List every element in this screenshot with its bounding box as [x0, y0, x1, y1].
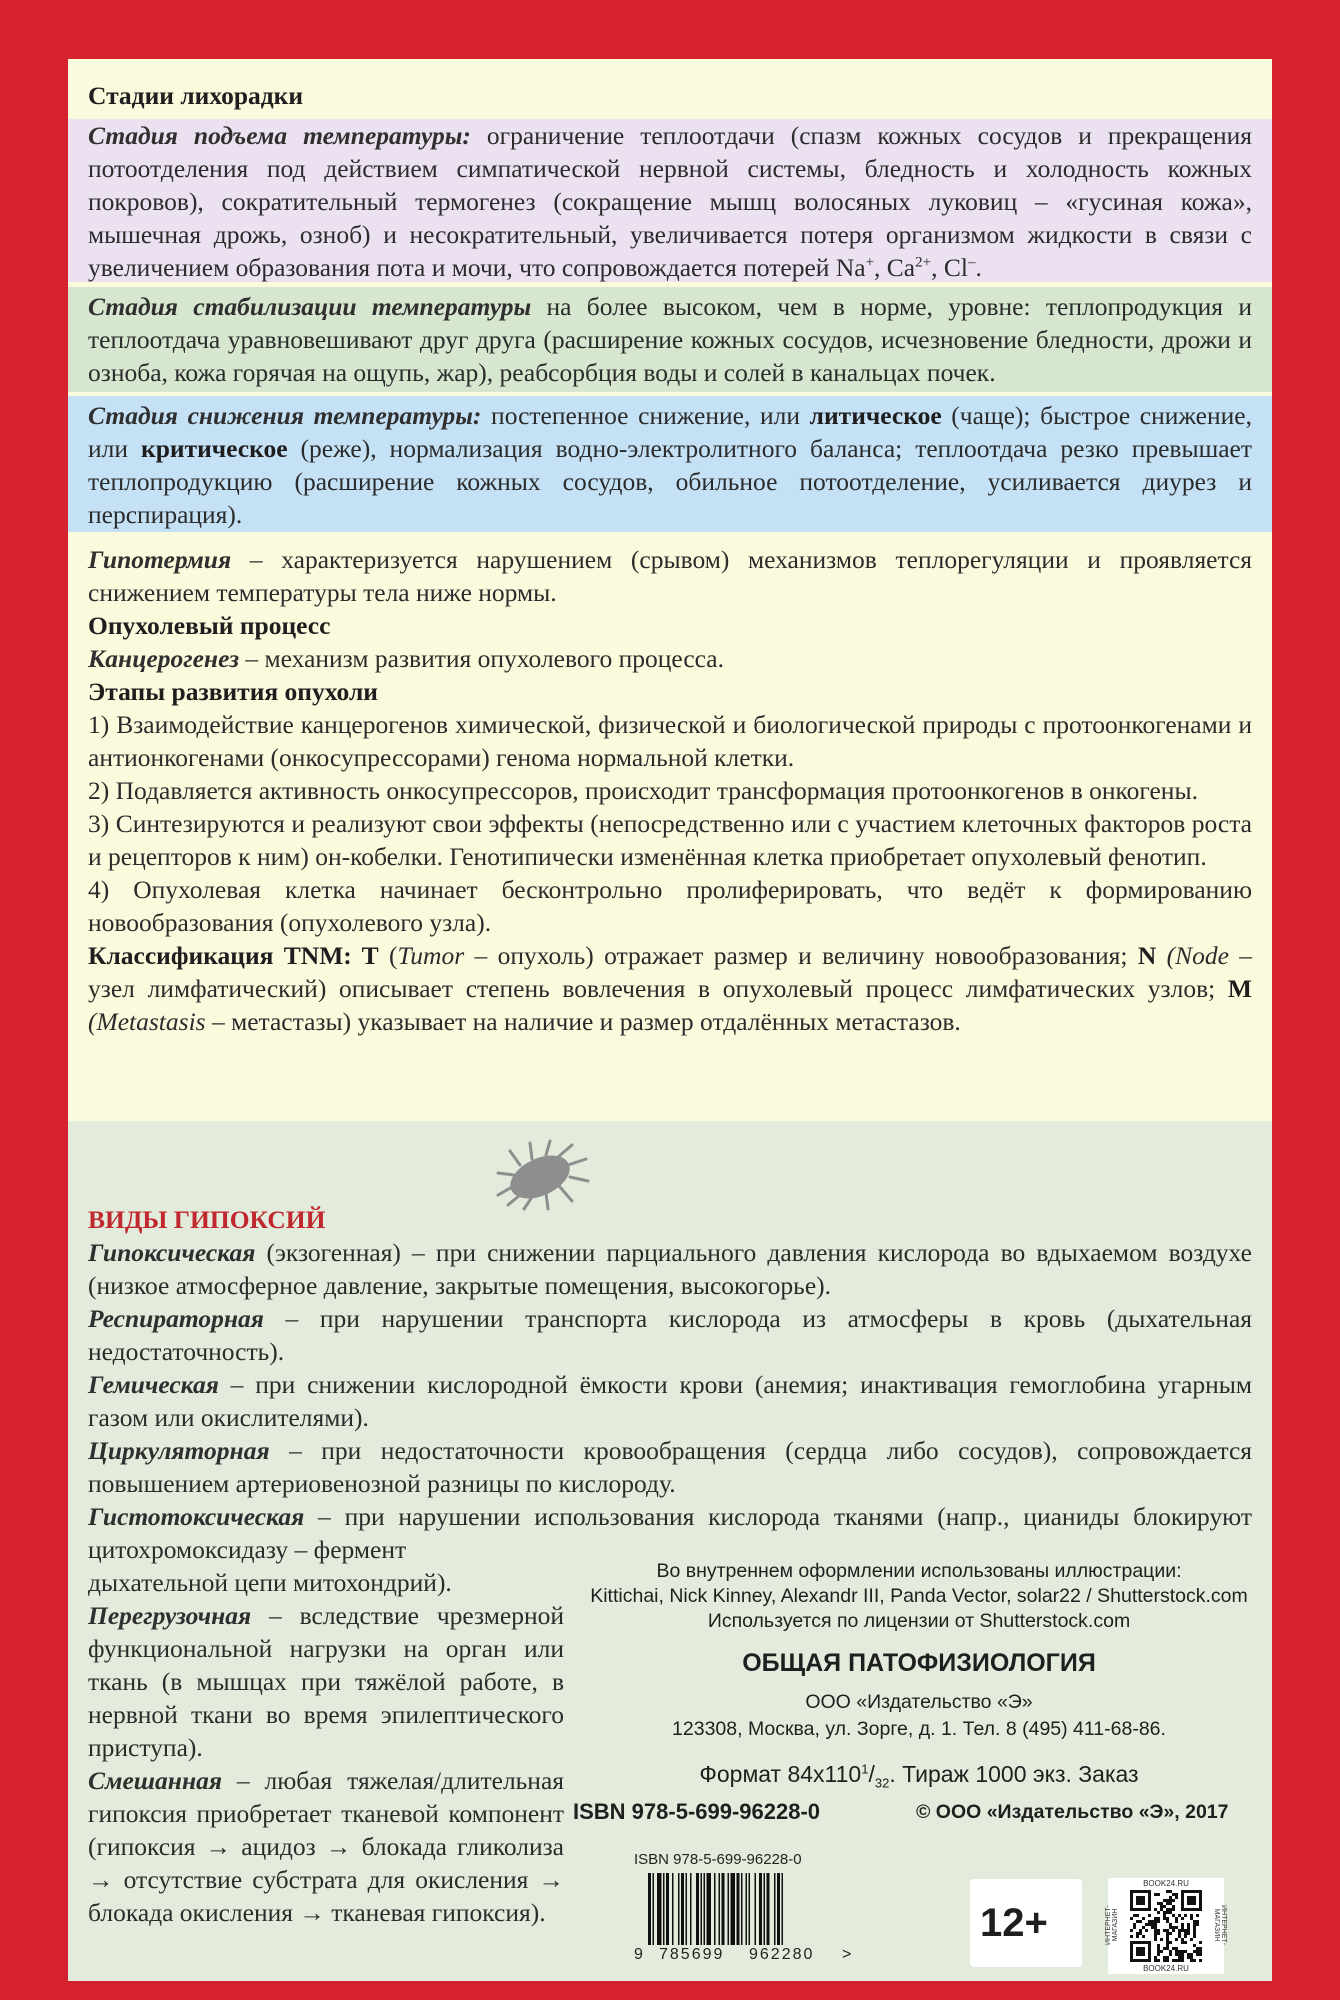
qr-code-icon	[1130, 1890, 1202, 1962]
stage-rise-band	[68, 119, 1272, 282]
ion-cl-charge: –	[967, 254, 976, 271]
tnm-t-text: – опухоль) отражает размер и величину новообразования;	[464, 941, 1138, 970]
qr-code-block	[1105, 1878, 1227, 1974]
hypoxia-item-3-term: Гемическая	[88, 1370, 219, 1399]
stage-rise-paragraph	[88, 119, 1252, 284]
hypoxia-item-1-text: (экзогенная) – при снижении парциального давления кислорода во вдыхаемом воздухе (низкое атмосферное давление, закрытые помещения, высокогорье).	[88, 1238, 1252, 1300]
isbn-bold: ISBN 978-5-699-96228-0	[573, 1799, 821, 1824]
tnm-m-text: – метастазы) указывает на наличие и размер отдалённых метастазов.	[205, 1007, 961, 1036]
stage-stable-text: на более высоком, чем в норме, уровне: теплопродукция и теплоотдача уравновешивают друг друга (расширение кожных сосудов, исчезновение бледности, дрожи и озноба, кожа горячая на ощупь, жар), реабсорбция воды и солей в канальцах почек.	[88, 292, 1252, 387]
hypoxia-item-2	[88, 1302, 1252, 1368]
credits-line-2: Kittichai, Nick Kinney, Alexandr III, Panda Vector, solar22 / Shutterstock.com	[590, 1585, 1248, 1607]
tumor-step-1: 1) Взаимодействие канцерогенов химической, физической и биологической природы с протоонкогенами и антионкогенами (онкосупрессорами) генома нормальной клетки.	[88, 710, 1252, 772]
format-sup: 1	[861, 1761, 869, 1777]
tnm-label: Классификация TNM: T	[88, 941, 379, 970]
barcode-end-mark: >	[842, 1946, 852, 1963]
age-rating-label: 12+	[980, 1901, 1048, 1945]
hypoxia-overload	[88, 1599, 564, 1764]
hypoxia-item-3-text: – при снижении кислородной ёмкости крови (анемия; инактивация гемоглобина угарным газом или окислителями).	[88, 1370, 1252, 1432]
critical-term: критическое	[141, 434, 288, 463]
qr-bottom-label: BOOK24.RU	[1143, 1964, 1189, 1973]
qr-top-label: BOOK24.RU	[1143, 1879, 1189, 1888]
barcode-block	[634, 1851, 934, 1971]
tnm-n: N	[1137, 941, 1157, 970]
ion-cl: , Cl	[931, 253, 968, 282]
tnm-paragraph	[88, 939, 1252, 1038]
ion-ca-charge: 2+	[915, 254, 932, 271]
format-slash: /	[868, 1761, 875, 1787]
hypoxia-item-4-text: – при недостаточности кровообращения (сердца либо сосудов), сопровождается повышением артериовенозной разницы по кислороду.	[88, 1436, 1252, 1498]
hypoxia-section	[68, 1121, 1272, 1981]
stage-fall-text-a: постепенное снижение, или	[481, 401, 810, 430]
hypoxia-title: ВИДЫ ГИПОКСИЙ	[88, 1205, 326, 1234]
hypoxia-histotoxic-end: дыхательной цепи митохондрий).	[88, 1568, 452, 1597]
hypoxia-overload-term: Перегрузочная	[88, 1601, 252, 1630]
qr-side-label-right: ИНТЕРНЕТ-МАГАЗИН	[1213, 1904, 1227, 1946]
tnm-m-word: (Metastasis	[88, 1007, 206, 1036]
stage-rise-text: ограничение теплоотдачи (спазм кожных сосудов и прекращения потоотделения под действием симпатической нервной системы, бледность и холодность кожных покровов), сократительный термогенез (сокращение мышц волосяных луковиц – «гусиная кожа», мышечная дрожь, озноб) и несократительный, увеличивается потеря организмом жидкости в связи с увеличением образования пота и мочи, что сопровождается потерей Na	[88, 121, 1252, 282]
carcinogenesis-text: – механизм развития опухолевого процесса.	[239, 644, 724, 673]
hypoxia-text-left-column	[88, 1566, 564, 1929]
barcode-icon	[648, 1873, 838, 1951]
back-cover-panel	[68, 59, 1272, 1981]
hypoxia-item-4	[88, 1434, 1252, 1500]
hypoxia-item-4-term: Циркуляторная	[88, 1436, 270, 1465]
hypoxia-mixed-term: Смешанная	[88, 1766, 222, 1795]
stage-fall-term: Стадия снижения температуры:	[88, 401, 482, 430]
stage-rise-term: Стадия подъема температуры:	[88, 121, 471, 150]
stage-rise-end: .	[975, 253, 982, 282]
bacteria-icon	[492, 1139, 592, 1211]
barcode-digits-right: 962280	[749, 1946, 815, 1963]
tumor-step-2: 2) Подавляется активность онкосупрессоров, происходит трансформация протоонкогенов в онкогены.	[88, 776, 1198, 805]
hypoxia-overload-text: – вследствие чрезмерной функциональной нагрузки на орган или ткань (в мышцах при тяжёлой работе, в нервной ткани во время эпилептического приступа).	[88, 1601, 564, 1762]
hypoxia-histotoxic-term: Гистотоксическая	[88, 1502, 305, 1531]
tumor-step-3: 3) Синтезируются и реализуют свои эффекты (непосредственно или с участием клеточных факторов роста и рецепторов к ним) он-кобелки. Генотипически изменённая клетка приобретает опухолевый фенотип.	[88, 809, 1252, 871]
stage-stable-band	[68, 287, 1272, 392]
publisher-name: ООО «Издательство «Э»	[805, 1691, 1033, 1713]
stage-fall-text-c: (чаще); быстрое снижение, или	[88, 401, 1252, 463]
format-run: . Тираж 1000 экз. Заказ	[889, 1761, 1139, 1787]
carcinogenesis-paragraph	[88, 642, 1252, 675]
hypothermia-text: – характеризуется нарушением (срывом) механизмов теплорегуляции и проявляется снижением температуры тела ниже нормы.	[88, 545, 1252, 607]
tumor-title: Опухолевый процесс	[88, 611, 331, 640]
stage-fall-band	[68, 396, 1272, 532]
stage-stable-term: Стадия стабилизации температуры	[88, 292, 532, 321]
hypothermia-term: Гипотермия	[88, 545, 232, 574]
carcinogenesis-term: Канцерогенез	[88, 644, 240, 673]
ion-na-charge: +	[865, 254, 875, 271]
tnm-t-paren: (	[378, 941, 398, 970]
illustration-credits	[574, 1559, 1264, 1634]
tnm-t-word: Tumor	[397, 941, 465, 970]
tnm-n-word: (Node	[1156, 941, 1229, 970]
ion-ca: , Ca	[874, 253, 916, 282]
stage-fall-paragraph	[88, 396, 1252, 531]
hypoxia-item-1	[88, 1236, 1252, 1302]
tumor-step-4: 4) Опухолевая клетка начинает бесконтрольно пролиферировать, что ведёт к формированию новообразования (опухолевого узла).	[88, 875, 1252, 937]
hypoxia-item-1-term: Гипоксическая	[88, 1238, 256, 1267]
hypoxia-item-2-term: Респираторная	[88, 1304, 264, 1333]
book-title: ОБЩАЯ ПАТОФИЗИОЛОГИЯ	[742, 1649, 1096, 1677]
barcode-first-digit: 9	[634, 1946, 643, 1963]
hypoxia-histotoxic	[88, 1500, 1252, 1566]
hypoxia-mixed-text: – любая тяжелая/длительная гипоксия приобретает тканевой компонент (гипоксия → ацидоз → блокада гликолиза → отсутствие субстрата для окисления → блокада окисления → тканевая гипоксия).	[88, 1766, 564, 1927]
publisher-info	[574, 1689, 1264, 1743]
tnm-n-text: – узел лимфатический) описывает степень вовлечения в опухолевый процесс лимфатических узлов;	[88, 941, 1253, 1003]
format-line	[574, 1761, 1264, 1791]
age-rating-badge	[970, 1879, 1082, 1967]
hypoxia-text-top	[88, 1203, 1252, 1566]
hypoxia-item-2-text: – при нарушении транспорта кислорода из атмосферы в кровь (дыхательная недостаточность).	[88, 1304, 1252, 1366]
stage-stable-paragraph	[88, 287, 1252, 389]
fever-title: Стадии лихорадки	[88, 81, 304, 110]
hypoxia-mixed	[88, 1764, 564, 1929]
hypothermia-paragraph	[88, 543, 1252, 609]
lytic-term: литическое	[809, 401, 942, 430]
tumor-stages-title: Этапы развития опухоли	[88, 677, 378, 706]
format-text: Формат 84х110	[699, 1761, 862, 1787]
credits-line-1: Во внутреннем оформлении использованы иллюстрации:	[656, 1560, 1182, 1582]
credits-line-3: Используется по лицензии от Shutterstock.com	[707, 1610, 1131, 1632]
barcode-digits-left: 785699	[659, 1946, 725, 1963]
publisher-address: 123308, Москва, ул. Зорге, д. 1. Тел. 8 (495) 411-68-86.	[672, 1718, 1166, 1740]
copyright: © ООО «Издательство «Э», 2017	[916, 1801, 1229, 1823]
stage-fall-text-e: (реже), нормализация водно-электролитного баланса; теплоотдача резко превышает теплопродукцию (расширение кожных сосудов, обильное потоотделение, усиливается диурез и перспирация).	[88, 434, 1253, 529]
fever-title-band	[68, 67, 1272, 119]
format-sub: 32	[874, 1775, 890, 1791]
tnm-m: M	[1227, 974, 1252, 1003]
hypoxia-item-3	[88, 1368, 1252, 1434]
hypoxia-histotoxic-text: – при нарушении использования кислорода тканями (напр., цианиды блокируют цитохромоксидазу – фермент	[88, 1502, 1252, 1564]
tumor-section	[68, 543, 1272, 1038]
barcode-isbn: ISBN 978-5-699-96228-0	[634, 1851, 802, 1868]
qr-side-label-left: ИНТЕРНЕТ-МАГАЗИН	[1105, 1904, 1119, 1946]
